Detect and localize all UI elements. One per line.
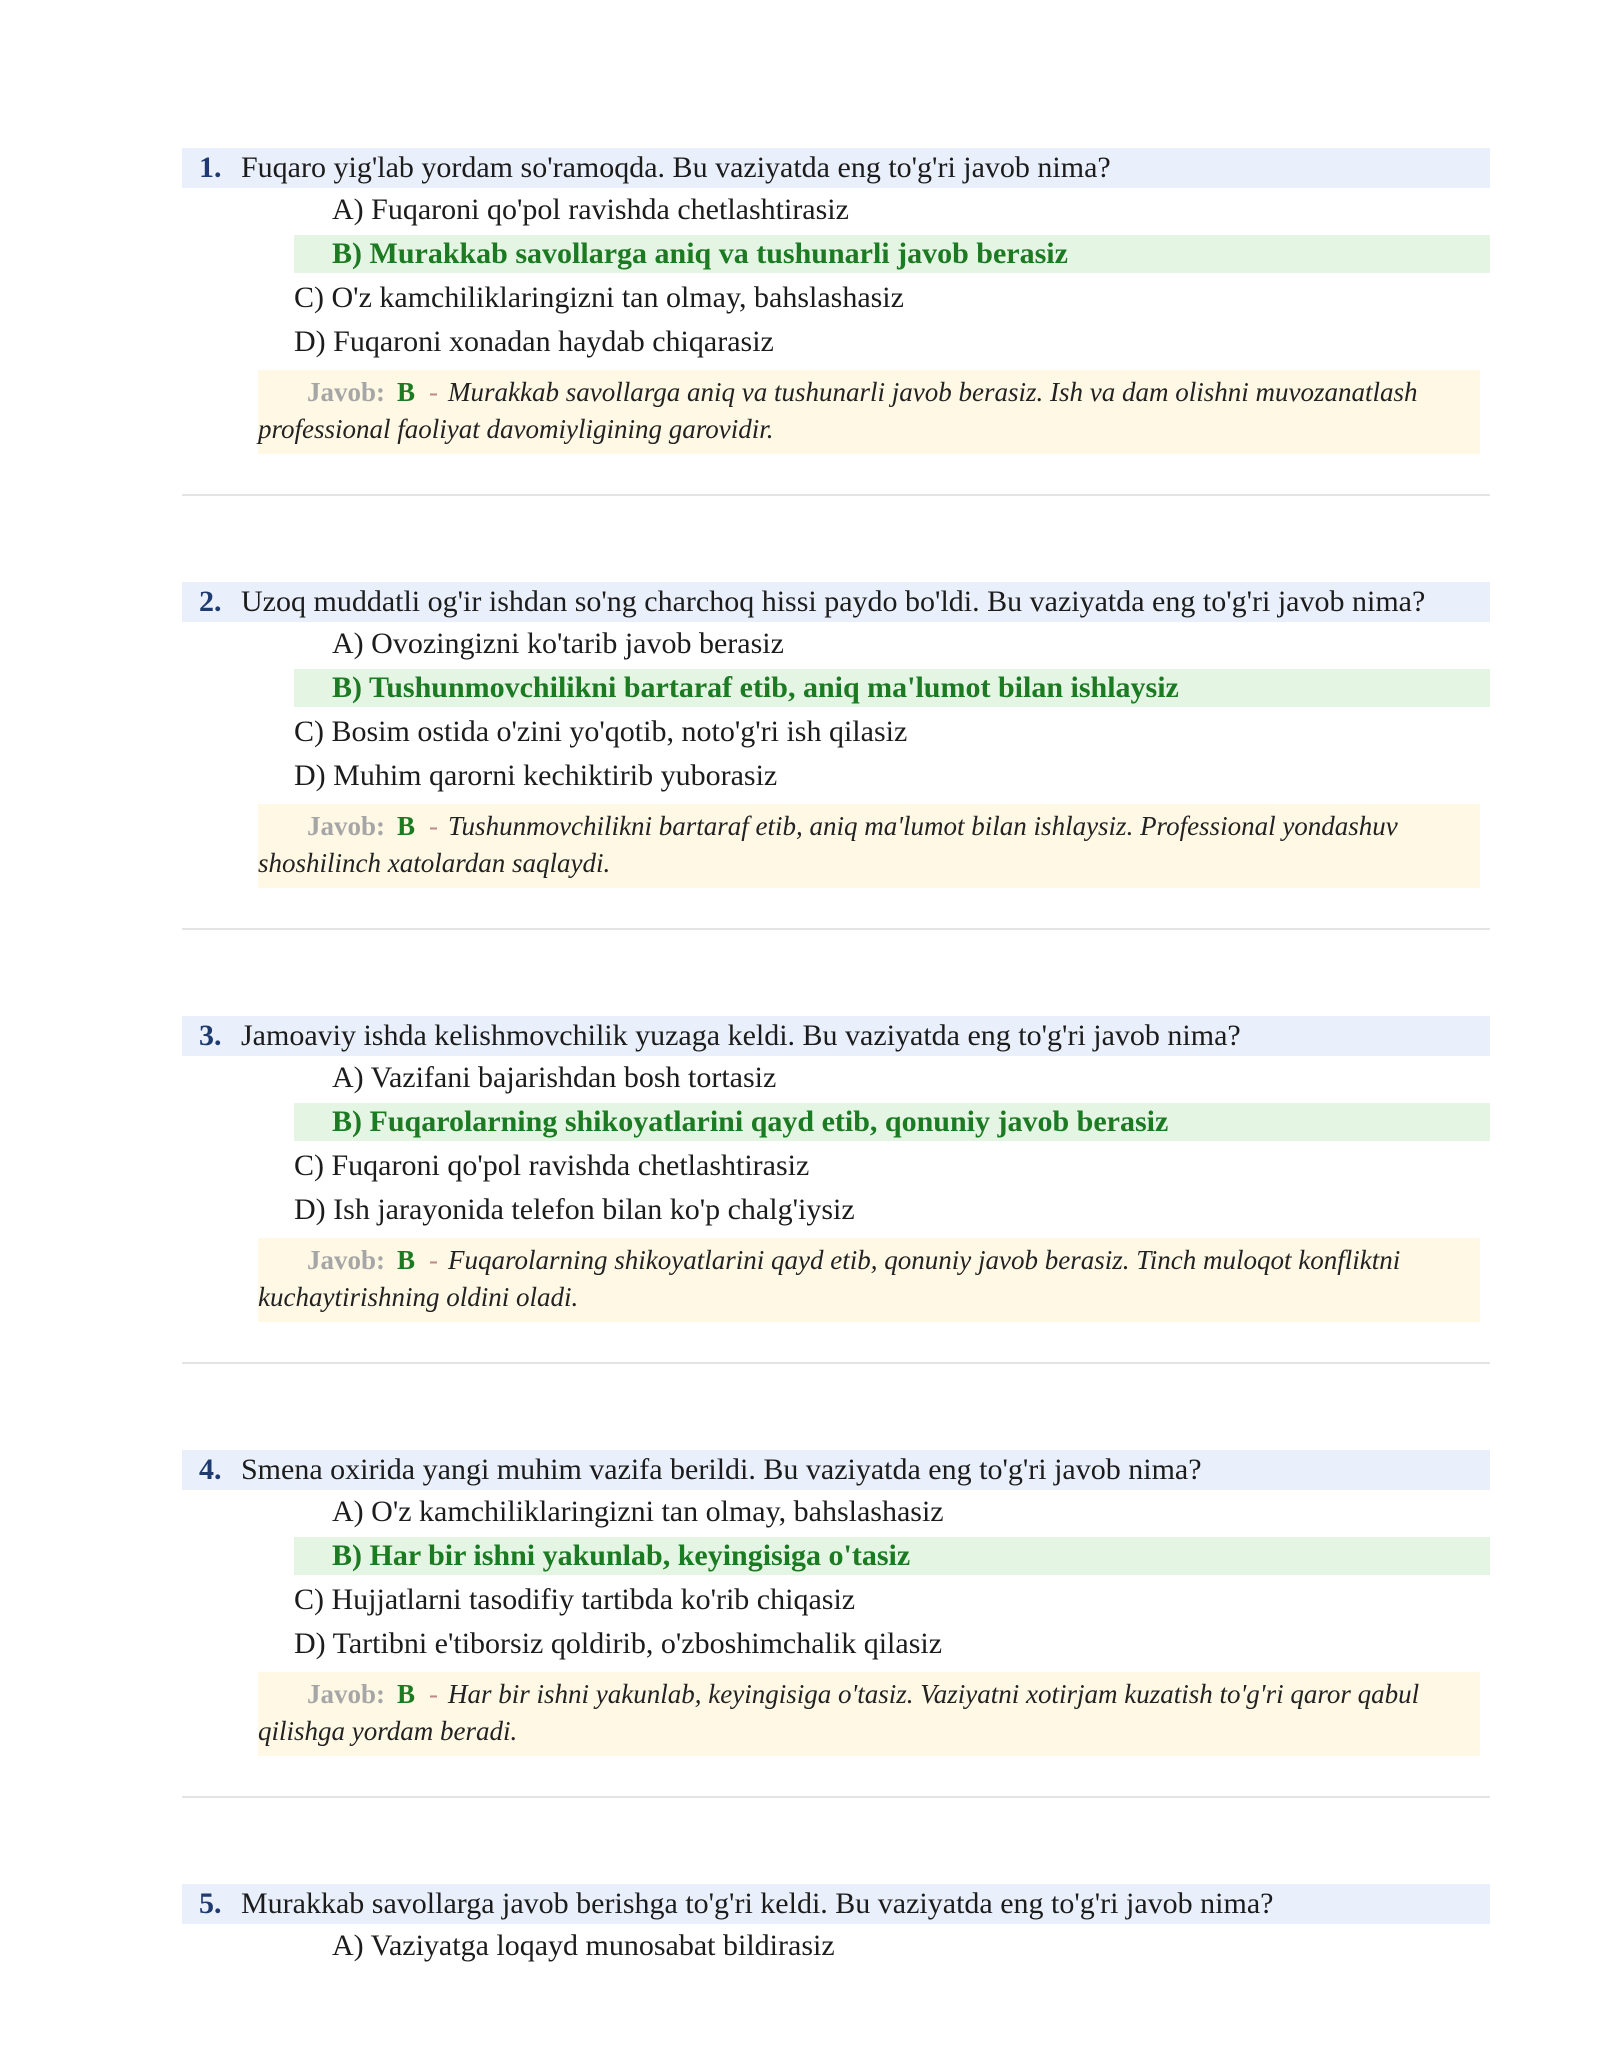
- quiz-document: [182, 148, 1490, 1968]
- answer-box: [258, 1672, 1480, 1756]
- option-d: D) Muhim qarorni kechiktirib yuborasiz: [294, 759, 778, 792]
- option-c: C) O'z kamchiliklaringizni tan olmay, bahslashasiz: [294, 281, 904, 314]
- option-c: C) Fuqaroni qo'pol ravishda chetlashtirasiz: [294, 1149, 810, 1182]
- divider: [182, 1362, 1490, 1364]
- answer-explanation: Murakkab savollarga aniq va tushunarli javob berasiz. Ish va dam olishni muvozanatlash professional faoliyat davomiyligining garovidir.: [258, 377, 1418, 444]
- option-a: A) Vazifani bajarishdan bosh tortasiz: [332, 1061, 777, 1094]
- divider: [182, 1796, 1490, 1798]
- question-number: 4.: [199, 1453, 222, 1486]
- option-c: C) Bosim ostida o'zini yo'qotib, noto'g'ri ish qilasiz: [294, 715, 908, 748]
- answer-label: Javob:: [307, 377, 386, 407]
- answer-dash: -: [429, 1679, 439, 1709]
- answer-label: Javob:: [307, 811, 386, 841]
- answer-letter: B: [397, 811, 416, 841]
- question-text: Smena oxirida yangi muhim vazifa berildi. Bu vaziyatda eng to'g'ri javob nima?: [241, 1453, 1202, 1486]
- answer-label: Javob:: [307, 1679, 386, 1709]
- option-a: A) Vaziyatga loqayd munosabat bildirasiz: [332, 1929, 835, 1962]
- question-number: 5.: [199, 1887, 222, 1920]
- question-header: [182, 1016, 1490, 1056]
- answer-box: [258, 804, 1480, 888]
- answer-explanation: Tushunmovchilikni bartaraf etib, aniq ma'lumot bilan ishlaysiz. Professional yondashuv shoshilinch xatolardan saqlaydi.: [258, 811, 1398, 878]
- question-block: [182, 1884, 1490, 1968]
- option-d: D) Fuqaroni xonadan haydab chiqarasiz: [294, 325, 774, 358]
- option-a: A) Fuqaroni qo'pol ravishda chetlashtirasiz: [332, 193, 849, 226]
- option-b-correct: B) Tushunmovchilikni bartaraf etib, aniq ma'lumot bilan ishlaysiz: [294, 669, 1490, 707]
- question-text: Murakkab savollarga javob berishga to'g'ri keldi. Bu vaziyatda eng to'g'ri javob nima?: [241, 1887, 1274, 1920]
- question-header: [182, 148, 1490, 188]
- answer-letter: B: [397, 377, 416, 407]
- option-d: D) Ish jarayonida telefon bilan ko'p chalg'iysiz: [294, 1193, 855, 1226]
- option-a: A) Ovozingizni ko'tarib javob berasiz: [332, 627, 784, 660]
- answer-label: Javob:: [307, 1245, 386, 1275]
- question-text: Fuqaro yig'lab yordam so'ramoqda. Bu vaziyatda eng to'g'ri javob nima?: [241, 151, 1111, 184]
- question-text: Uzoq muddatli og'ir ishdan so'ng charchoq hissi paydo bo'ldi. Bu vaziyatda eng to'g'ri javob nima?: [241, 585, 1426, 618]
- answer-letter: B: [397, 1679, 416, 1709]
- question-header: [182, 1450, 1490, 1490]
- option-d: D) Tartibni e'tiborsiz qoldirib, o'zboshimchalik qilasiz: [294, 1627, 943, 1660]
- answer-dash: -: [429, 811, 439, 841]
- question-block: [182, 582, 1490, 930]
- option-b-correct: B) Fuqarolarning shikoyatlarini qayd etib, qonuniy javob berasiz: [294, 1103, 1490, 1141]
- option-b-correct: B) Murakkab savollarga aniq va tushunarli javob berasiz: [294, 235, 1490, 273]
- question-text: Jamoaviy ishda kelishmovchilik yuzaga keldi. Bu vaziyatda eng to'g'ri javob nima?: [241, 1019, 1241, 1052]
- answer-dash: -: [429, 1245, 439, 1275]
- question-number: 3.: [199, 1019, 222, 1052]
- question-block: [182, 148, 1490, 496]
- question-header: [182, 582, 1490, 622]
- question-number: 2.: [199, 585, 222, 618]
- question-number: 1.: [199, 151, 222, 184]
- answer-box: [258, 370, 1480, 454]
- question-block: [182, 1450, 1490, 1798]
- answer-dash: -: [429, 377, 439, 407]
- divider: [182, 494, 1490, 496]
- option-b-correct: B) Har bir ishni yakunlab, keyingisiga o'tasiz: [294, 1537, 1490, 1575]
- question-block: [182, 1016, 1490, 1364]
- answer-letter: B: [397, 1245, 416, 1275]
- option-c: C) Hujjatlarni tasodifiy tartibda ko'rib chiqasiz: [294, 1583, 856, 1616]
- answer-explanation: Fuqarolarning shikoyatlarini qayd etib, qonuniy javob berasiz. Tinch muloqot konfliktni kuchaytirishning oldini oladi.: [258, 1245, 1401, 1312]
- question-header: [182, 1884, 1490, 1924]
- answer-box: [258, 1238, 1480, 1322]
- option-a: A) O'z kamchiliklaringizni tan olmay, bahslashasiz: [332, 1495, 944, 1528]
- answer-explanation: Har bir ishni yakunlab, keyingisiga o'tasiz. Vaziyatni xotirjam kuzatish to'g'ri qaror qabul qilishga yordam beradi.: [258, 1679, 1420, 1746]
- divider: [182, 928, 1490, 930]
